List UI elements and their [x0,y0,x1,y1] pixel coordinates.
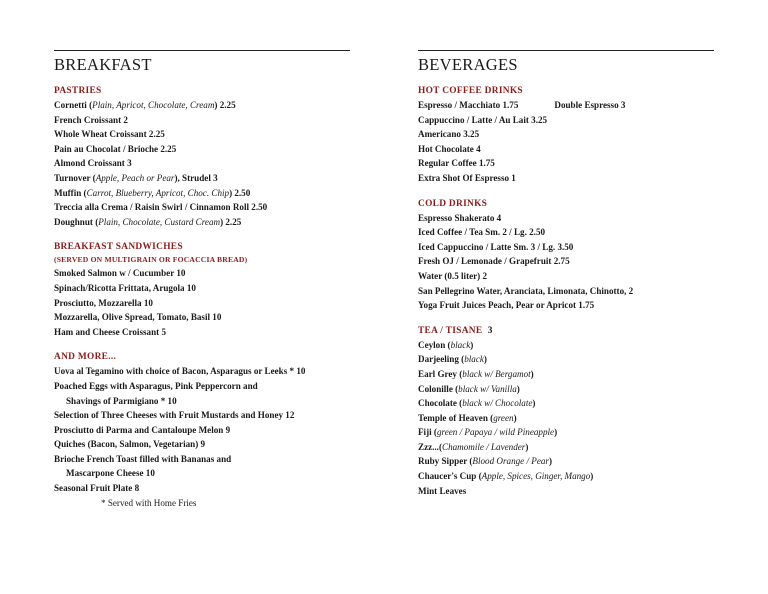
menu-item-price: ) [513,412,517,423]
menu-item [418,240,714,255]
menu-item-secondary: Double Espresso 3 [554,100,626,110]
menu-item [418,156,714,171]
menu-item-text: Prosciutto di Parma and Cantaloupe Melon 9 [54,424,231,435]
menu-item [418,298,714,313]
menu-item [418,284,714,299]
cold-drinks-heading: COLD DRINKS [418,198,488,209]
menu-item-text: Mint Leaves [418,485,467,496]
menu-item-text: San Pellegrino Water, Aranciata, Limonata, Chinotto, 2 [418,285,634,296]
menu-item-price: ) [516,383,520,394]
menu-item-price: ) [530,368,534,379]
menu-item [54,142,350,157]
menu-item-text: Pain au Chocolat / Brioche 2.25 [54,143,177,154]
menu-item-description: Blood Orange / Pear [472,456,549,467]
menu-item [54,171,350,186]
menu-item [418,454,714,469]
menu-item-price: ) [548,456,552,467]
breakfast-sandwiches-list [54,266,350,339]
menu-item [418,382,714,397]
breakfast-sandwiches-heading: BREAKFAST SANDWICHES [54,242,183,253]
menu-item-description: Plain, Apricot, Chocolate, Cream [92,100,215,110]
menu-item [54,364,350,379]
menu-item [418,98,714,113]
menu-item-description: black [464,354,484,365]
menu-item [418,269,714,284]
menu-item-text: Darjeeling ( [418,354,465,365]
menu-item-text: Muffin ( [54,187,87,198]
menu-item [418,127,714,142]
menu-item [54,379,350,394]
menu-item-text: Shavings of Parmigiano * 10 [66,395,177,406]
menu-item-price: ) [525,441,529,452]
menu-item [54,200,350,215]
menu-item-text: Extra Shot Of Espresso 1 [418,172,516,183]
menu-item-text: Temple of Heaven ( [418,412,494,423]
menu-item-text: Americano 3.25 [418,129,480,140]
menu-item-description: black w/ Bergamot [462,368,531,379]
menu-item-description: Chamomile / Lavender [442,441,526,452]
menu-item-text: Yoga Fruit Juices Peach, Pear or Apricot 1.75 [418,300,595,311]
menu-item-text: Almond Croissant 3 [54,158,132,169]
menu-item [54,496,350,511]
menu-item-text: Brioche French Toast filled with Bananas and [54,453,232,464]
menu-item [54,127,350,142]
menu-item-text: Fresh OJ / Lemonade / Grapefruit 2.75 [418,256,570,267]
menu-item-text: Doughnut ( [54,216,99,227]
menu-item-text: Ruby Sipper ( [418,456,473,467]
menu-item-text: Chocolate ( [418,398,463,409]
menu-item-text: Turnover ( [54,172,96,183]
beverages-column [418,50,714,498]
menu-item-text: Poached Eggs with Asparagus, Pink Peppercorn and [54,380,258,391]
menu-item [54,98,350,113]
menu-item-text: Water (0.5 liter) 2 [418,270,488,281]
menu-item [418,367,714,382]
menu-item-text: Ceylon ( [418,339,451,350]
menu-item [54,281,350,296]
and-more-list [54,364,350,510]
menu-item-text: Smoked Salmon w / Cucumber 10 [54,268,186,279]
menu-item-price: ) 2.25 [220,216,242,227]
hot-coffee-list [418,98,714,186]
menu-item [54,266,350,281]
menu-item-text: Zzz...( [418,441,442,452]
menu-item-text: Hot Chocolate 4 [418,143,481,154]
beverages-top-rule [418,50,714,51]
menu-item [54,325,350,340]
menu-item-text: Quiches (Bacon, Salmon, Vegetarian) 9 [54,439,206,450]
menu-item [418,469,714,484]
breakfast-column [54,50,350,510]
menu-item [54,452,350,467]
menu-item-text: Fiji ( [418,427,437,438]
menu-item-text: Cappuccino / Latte / Au Lait 3.25 [418,114,548,125]
breakfast-title: BREAKFAST [54,55,152,74]
menu-item [418,352,714,367]
menu-item-price: ) [554,427,558,438]
menu-item [54,310,350,325]
menu-item-price: ) [470,339,474,350]
menu-item [418,211,714,226]
beverages-title: BEVERAGES [418,55,518,74]
cold-drinks-list [418,211,714,313]
menu-item [418,142,714,157]
pastries-list [54,98,350,229]
menu-item-price: ) [483,354,487,365]
menu-item-description: black [450,339,471,350]
menu-item [54,466,350,481]
menu-item-text: Cornetti ( [54,100,93,110]
menu-item-text: Whole Wheat Croissant 2.25 [54,129,165,140]
menu-item [54,394,350,409]
menu-item [54,408,350,423]
breakfast-sandwiches-subheading: (SERVED ON MULTIGRAIN OR FOCACCIA BREAD) [54,255,248,265]
menu-item [54,113,350,128]
menu-item [418,113,714,128]
menu-item [418,338,714,353]
menu-item-description: black w/ Chocolate [462,398,533,409]
pastries-heading: PASTRIES [54,86,102,96]
menu-item-price: ) [590,471,594,482]
menu-item-text: Spinach/Ricotta Frittata, Arugola 10 [54,282,196,293]
menu-item-text: Iced Cappuccino / Latte Sm. 3 / Lg. 3.50 [418,241,574,252]
menu-item-text: Espresso / Macchiato 1.75 [418,100,519,110]
menu-item [418,411,714,426]
menu-item-text: Iced Coffee / Tea Sm. 2 / Lg. 2.50 [418,227,546,238]
menu-item [54,296,350,311]
menu-item-text: Uova al Tegamino with choice of Bacon, Asparagus or Leeks * 10 [54,366,306,377]
tea-tisane-list [418,338,714,499]
menu-item-text: French Croissant 2 [54,114,128,125]
menu-item [418,425,714,440]
menu-item-text: Colonille ( [418,383,459,394]
menu-item [54,156,350,171]
menu-item [418,254,714,269]
tea-tisane-heading-price: 3 [487,325,493,336]
menu-item-description: Apple, Peach or Pear [95,172,175,183]
menu-item-description: Apple, Spices, Ginger, Mango [481,471,591,482]
menu-item-description: Carrot, Blueberry, Apricot, Choc. Chip [86,187,230,198]
menu-item-price: ) [532,398,536,409]
menu-item-description: Plain, Chocolate, Custard Cream [98,216,221,227]
menu-item-description: green [493,412,514,423]
menu-item-text: Earl Grey ( [418,368,463,379]
menu-item-text: Seasonal Fruit Plate 8 [54,483,140,494]
menu-item-price: ) 2.50 [229,187,251,198]
tea-tisane-heading-label: TEA / TISANE [418,325,483,336]
menu-item-text: Espresso Shakerato 4 [418,212,502,223]
menu-item-text: Prosciutto, Mozzarella 10 [54,297,153,308]
and-more-heading: AND MORE... [54,352,117,363]
breakfast-top-rule [54,50,350,51]
menu-item [54,423,350,438]
hot-coffee-heading: HOT COFFEE DRINKS [418,86,523,96]
menu-item-price: ) 2.25 [214,100,236,110]
menu-item-description: black w/ Vanilla [458,383,517,394]
menu-item [54,215,350,230]
menu-item [418,440,714,455]
menu-item [54,481,350,496]
menu-item-text: Regular Coffee 1.75 [418,158,495,169]
menu-item-text: Selection of Three Cheeses with Fruit Mustards and Honey 12 [54,410,295,421]
menu-item-text: Mozzarella, Olive Spread, Tomato, Basil 10 [54,312,222,323]
menu-item-price: ), Strudel 3 [174,172,218,183]
menu-item-text: Mascarpone Cheese 10 [66,468,155,479]
menu-item-text: Chaucer's Cup ( [418,471,482,482]
menu-item [418,484,714,499]
menu-item-text: Ham and Cheese Croissant 5 [54,326,166,337]
menu-item [418,225,714,240]
menu-item-description: green / Papaya / wild Pineapple [436,427,555,438]
menu-item [418,396,714,411]
tea-tisane-heading [418,324,714,338]
menu-item [54,437,350,452]
menu-item-text: * Served with Home Fries [101,497,197,508]
menu-item [418,171,714,186]
menu-item [54,186,350,201]
menu-item-text: Treccia alla Crema / Raisin Swirl / Cinnamon Roll 2.50 [54,202,268,213]
